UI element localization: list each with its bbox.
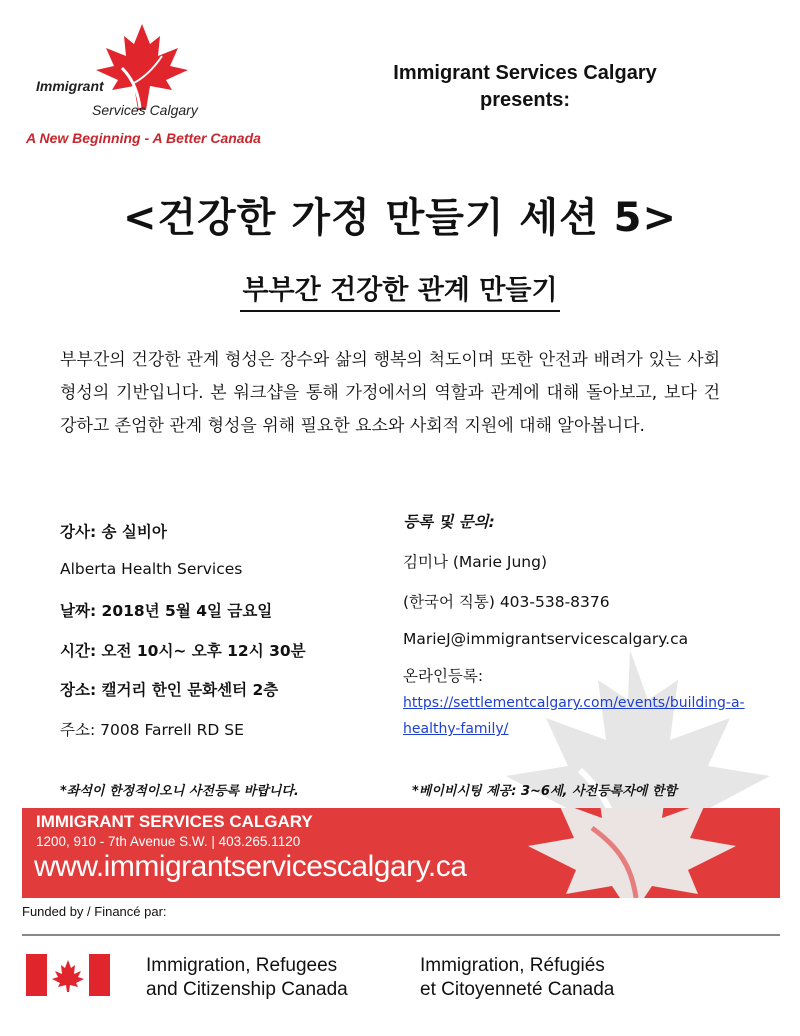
logo-text-immigrant: Immigrant xyxy=(36,78,104,94)
event-address: 주소: 7008 Farrell RD SE xyxy=(60,720,244,739)
contact-info xyxy=(403,510,793,742)
government-name-en xyxy=(146,954,348,1002)
organization: Alberta Health Services xyxy=(60,559,243,578)
canada-flag-icon xyxy=(26,954,110,996)
banner-org-name: IMMIGRANT SERVICES CALGARY xyxy=(36,812,313,831)
registration-link[interactable] xyxy=(403,690,793,742)
gov-fr-line2: et Citoyenneté Canada xyxy=(420,979,615,1000)
babysitting-note: *베이비시팅 제공: 3~6세, 사전등록자에 한함 xyxy=(412,784,677,799)
government-name-fr xyxy=(420,954,614,1002)
contact-name: 김미나 (Marie Jung) xyxy=(403,553,548,571)
funded-by-label: Funded by / Financé par: xyxy=(22,904,167,919)
seating-note: *좌석이 한정적이오니 사전등록 바랍니다. xyxy=(60,784,299,799)
event-location: 장소: 캘거리 한인 문화센터 2층 xyxy=(60,681,279,699)
footer-banner xyxy=(22,808,780,898)
presenter-presents: presents: xyxy=(479,89,571,111)
gov-fr-line1: Immigration, Réfugiés xyxy=(420,955,605,976)
event-details xyxy=(60,520,380,757)
subtitle-text: 부부간 건강한 관계 만들기 xyxy=(240,275,559,312)
banner-leaf-icon xyxy=(492,808,752,898)
banner-website[interactable]: www.immigrantservicescalgary.ca xyxy=(34,850,467,883)
page-title: <건강한 가정 만들기 세션 5> xyxy=(123,195,677,241)
presenter xyxy=(345,60,705,114)
maple-leaf-icon xyxy=(92,22,192,112)
contact-heading: 등록 및 문의: xyxy=(403,513,495,531)
page-subtitle xyxy=(0,268,800,307)
org-logo xyxy=(22,22,272,152)
gov-en-line2: and Citizenship Canada xyxy=(146,979,348,1000)
divider xyxy=(22,934,780,936)
description: 부부간의 건강한 관계 형성은 장수와 삶의 행복의 척도이며 또한 안전과 배려가 있는 사회형성의 기반입니다. 본 워크샵을 통해 가정에서의 역할과 관계에 대해 돌아보고, 보다 건강하고 존엄한 관계 형성을 위해 필요한 요소와 사회적 지원에 대해 알아봅니다. xyxy=(60,350,720,436)
event-date: 날짜: 2018년 5월 4일 금요일 xyxy=(60,602,273,620)
instructor: 강사: 송 실비아 xyxy=(60,523,167,541)
registration-link-line2[interactable]: healthy-family/ xyxy=(403,721,509,737)
logo-text-services: Services Calgary xyxy=(92,102,198,118)
online-label: 온라인등록: xyxy=(403,667,484,685)
logo-tagline: A New Beginning - A Better Canada xyxy=(26,130,261,146)
event-time: 시간: 오전 10시~ 오후 12시 30분 xyxy=(60,641,306,660)
gov-en-line1: Immigration, Refugees xyxy=(146,955,338,976)
contact-phone: (한국어 직통) 403-538-8376 xyxy=(403,593,610,611)
registration-link-line1[interactable]: https://settlementcalgary.com/events/building-a- xyxy=(403,695,745,711)
contact-email[interactable]: MarieJ@immigrantservicescalgary.ca xyxy=(403,630,689,648)
banner-address: 1200, 910 - 7th Avenue S.W. | 403.265.1120 xyxy=(36,834,301,849)
presenter-name: Immigrant Services Calgary xyxy=(393,62,657,84)
